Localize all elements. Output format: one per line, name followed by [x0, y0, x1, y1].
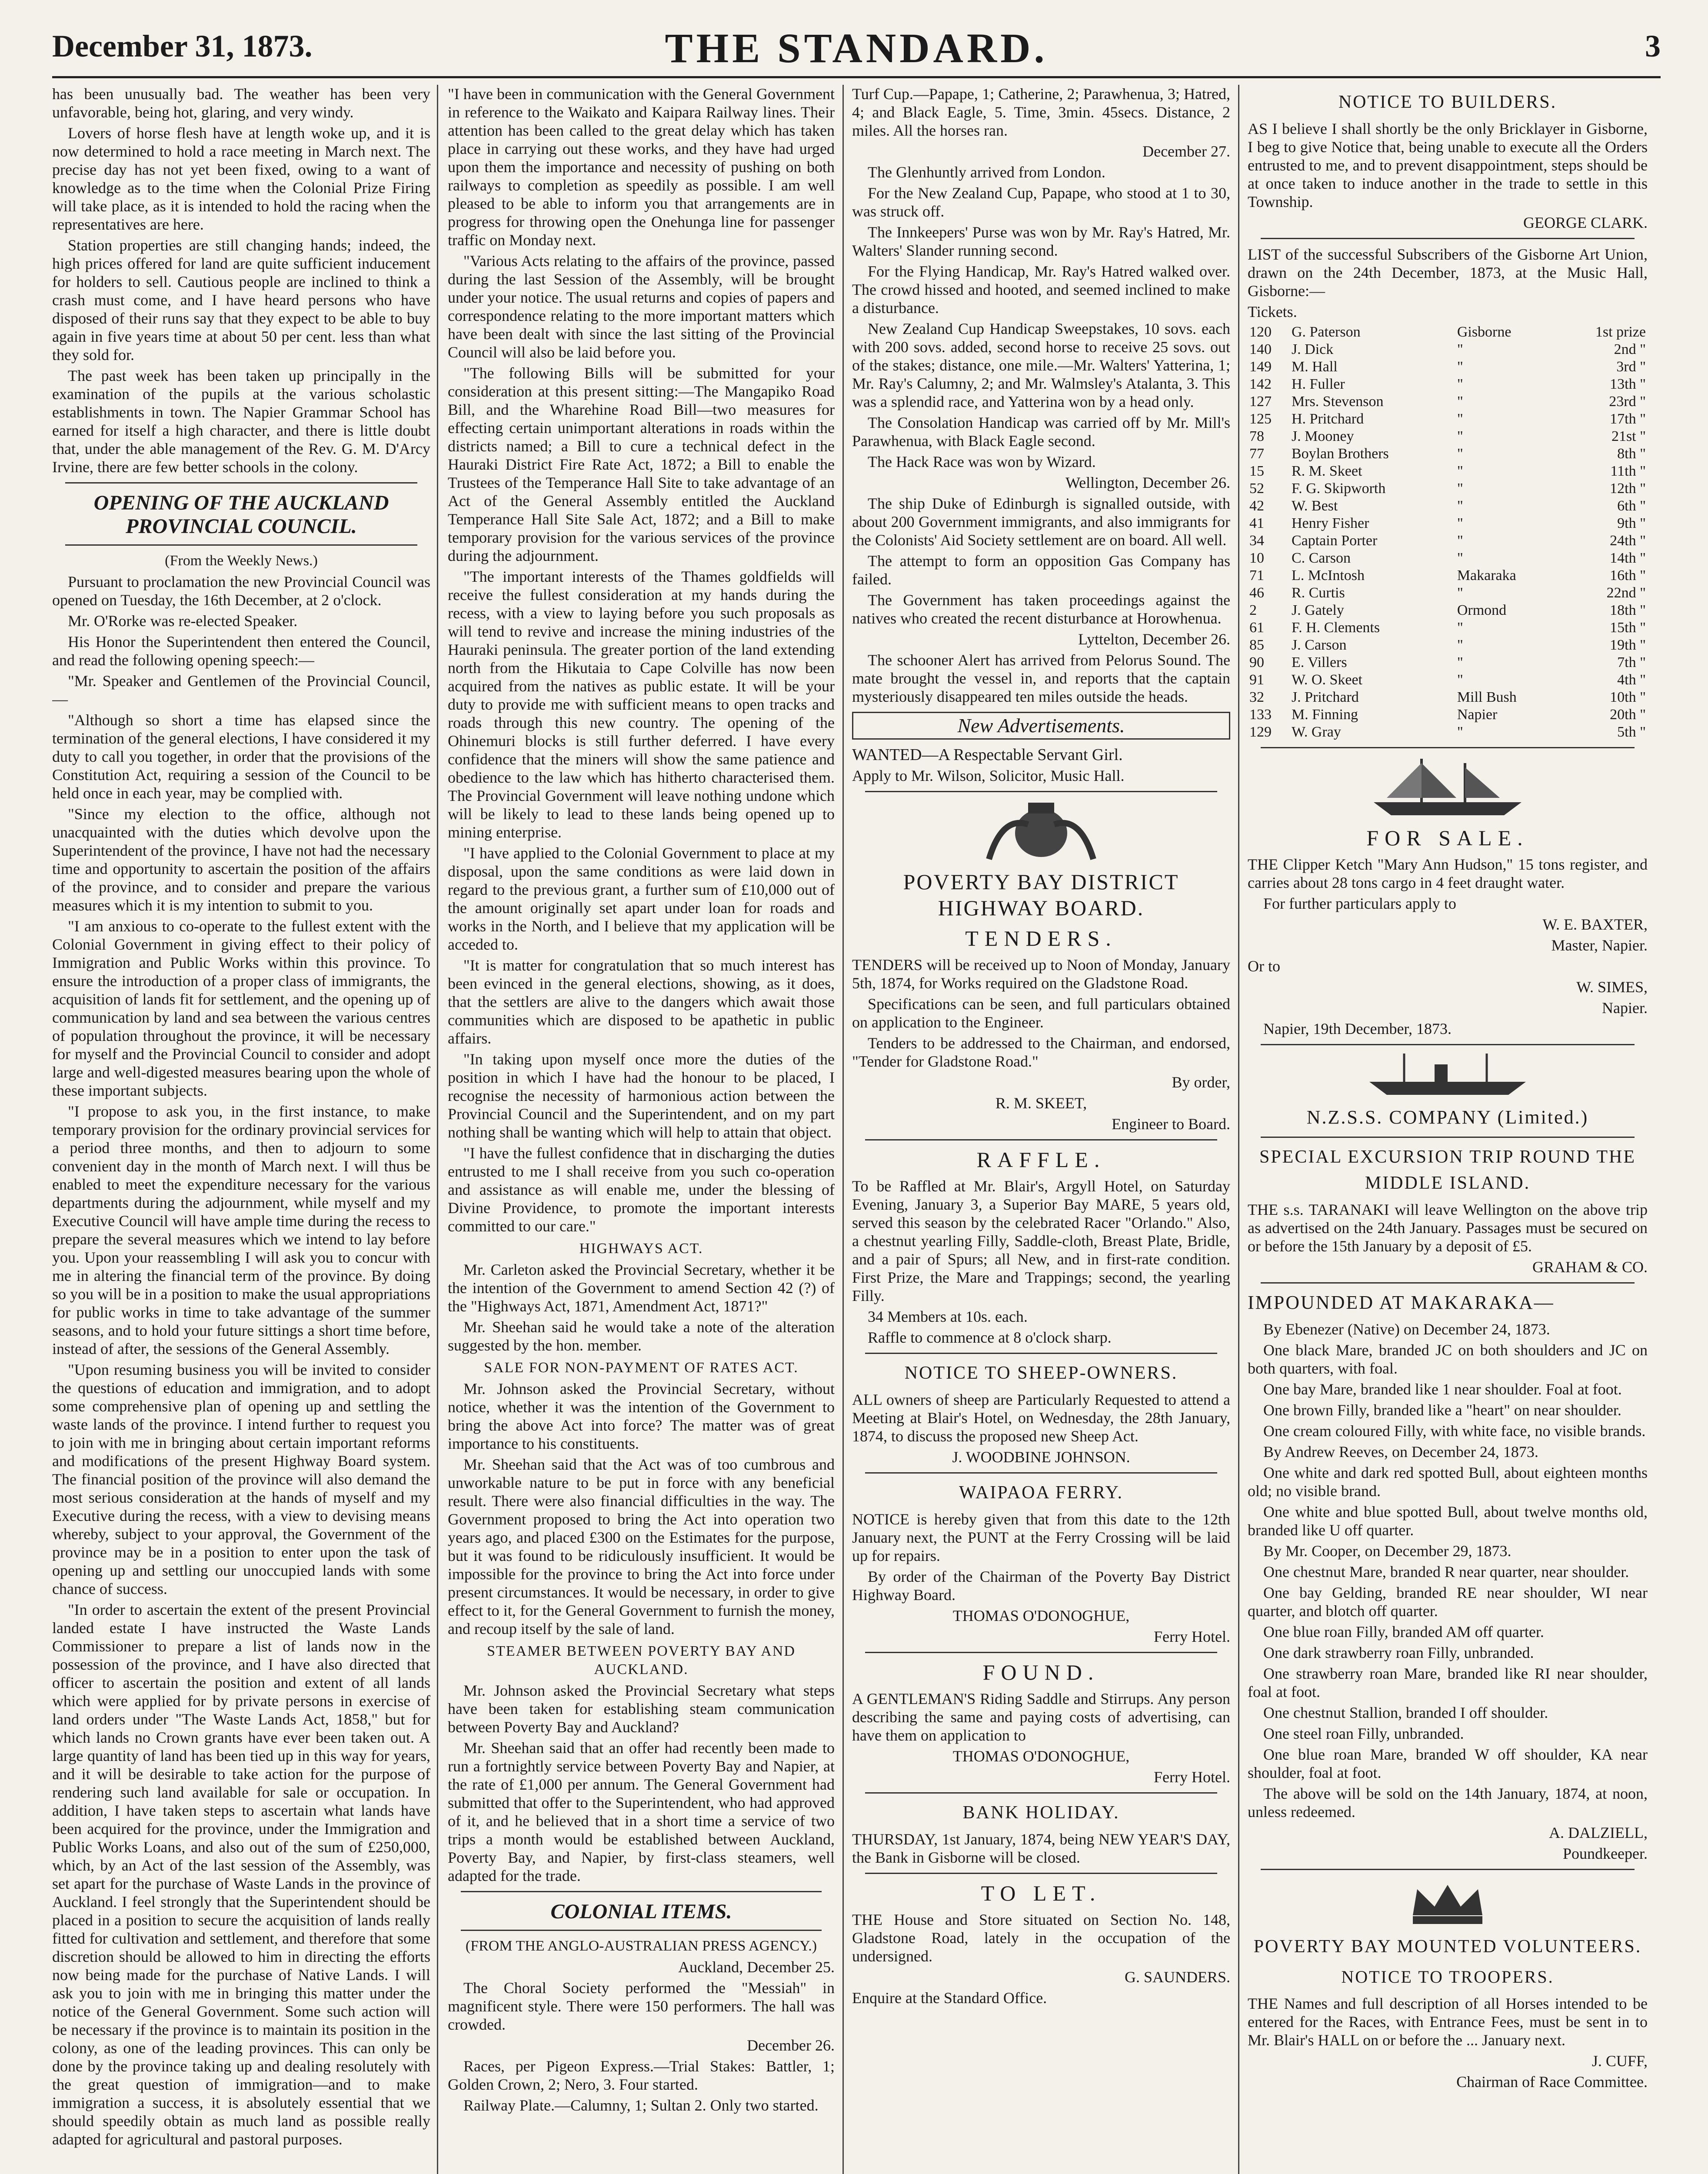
ticket-number: 90 — [1249, 654, 1264, 670]
locality: Makaraka — [1457, 567, 1516, 584]
paragraph: The Choral Society performed the "Messiah" in magnificent style. There were 150 performers. The hall was crowded. — [448, 1979, 835, 2033]
prize: 15th " — [1610, 620, 1646, 636]
signature: J. WOODBINE JOHNSON. — [952, 1448, 1130, 1466]
ad-text: 34 Members at 10s. each. — [868, 1308, 1028, 1325]
paragraph: Races, per Pigeon Express.—Trial Stakes: Battler, 1; Golden Crown, 2; Nero, 3. Four started. — [448, 2057, 835, 2093]
locality: " — [1457, 393, 1463, 410]
locality: " — [1457, 463, 1463, 479]
table-row — [1248, 637, 1648, 654]
table-row — [1248, 376, 1648, 393]
subscriber-name: E. Villers — [1291, 654, 1347, 670]
paragraph: Turf Cup.—Papape, 1; Catherine, 2; Parawhenua, 3; Hatred, 4; and Black Eagle, 5. Time, 3min. 45secs. Distance, 2 miles. All the horses ran. — [852, 85, 1230, 139]
paragraph: One bay Gelding, branded RE near shoulder, WI near quarter, and blotch off quarter. — [1248, 1584, 1648, 1620]
divider — [461, 1891, 822, 1892]
signature: J. CUFF, — [1591, 2052, 1648, 2070]
paragraph: "Mr. Speaker and Gentlemen of the Provincial Council,— — [52, 672, 430, 708]
paragraph: The schooner Alert has arrived from Pelorus Sound. The mate brought the vessel in, and reports that the captain mysteriously disappeared ten miles outside the heads. — [852, 651, 1230, 705]
ad-subtitle: NOTICE TO TROOPERS. — [1341, 1967, 1554, 1987]
column-2 — [448, 85, 835, 2174]
section-body — [448, 1260, 835, 1354]
table-row — [1248, 584, 1648, 602]
ticket-number: 46 — [1249, 585, 1264, 601]
table-row — [1248, 619, 1648, 637]
section-heading: HIGHWAYS ACT. — [579, 1240, 703, 1257]
steamship-icon — [1356, 1051, 1539, 1099]
ad-text: By Mr. Cooper, on December 29, 1873. — [1263, 1542, 1512, 1560]
locality: Mill Bush — [1457, 689, 1517, 705]
locality: " — [1457, 428, 1463, 444]
ticket-number: 120 — [1249, 324, 1272, 340]
subscriber-name: R. M. Skeet — [1291, 463, 1362, 479]
page-number: 3 — [1645, 29, 1661, 63]
paragraph: "It is matter for congratulation that so much interest has been evinced in the general elections, showing, as it does, that the settlers are alive to the dangers which await those communities which are disposed to be apathetic in public affairs. — [448, 957, 835, 1047]
ad-text: THE House and Store situated on Section No. 148, Gladstone Road, lately in the occupation of the undersigned. — [852, 1911, 1230, 1965]
paragraph: "Various Acts relating to the affairs of the province, passed during the last Session of the Assembly, will be brought under your notice. The usual returns and copies of papers and correspondence relating to the more important matters which have been dealt with since the last sitting of the Provincial Council will also be laid before you. — [448, 252, 835, 361]
prize: 12th " — [1610, 480, 1646, 497]
locality: " — [1457, 533, 1463, 549]
table-row — [1248, 393, 1648, 410]
table-row — [1248, 671, 1648, 689]
subscriber-name: Mrs. Stevenson — [1291, 393, 1384, 410]
divider — [865, 1873, 1217, 1874]
ad-text: Apply to Mr. Wilson, Solicitor, Music Hall. — [852, 767, 1125, 784]
signature: Ferry Hotel. — [1154, 1628, 1230, 1645]
locality: " — [1457, 480, 1463, 497]
dateline: Auckland, December 25. — [678, 1958, 835, 1976]
news-items — [852, 494, 1230, 627]
paragraph: One chestnut Stallion, branded I off shoulder. — [1263, 1704, 1548, 1721]
dateline: December 27. — [1142, 143, 1230, 160]
impound-list — [1248, 1464, 1648, 1539]
ticket-number: 71 — [1249, 567, 1264, 584]
ad-text: For further particulars apply to — [1263, 895, 1456, 912]
paragraph: One brown Filly, branded like a "heart" on near shoulder. — [1263, 1401, 1621, 1419]
locality: " — [1457, 411, 1463, 427]
paragraph: Mr. Sheehan said that the Act was of too cumbrous and unworkable nature to be put in force with any beneficial result. There were also financial difficulties in the way. The Government proposed to bring the Act into operation two years ago, and placed £300 on the Estimates for the purpose, but it was found to be ridiculously insufficient. It would be impossible for the province to bring the Act into force under present circumstances. It would be necessary, in order to give effect to it, for the General Government to furnish the money, and recoup itself by the sale of land. — [448, 1456, 835, 1637]
paragraph: The Glenhuntly arrived from London. — [868, 163, 1105, 181]
subscriber-name: M. Hall — [1291, 359, 1338, 375]
dateline: Wellington, December 26. — [1065, 474, 1230, 491]
subscriber-name: G. Paterson — [1291, 324, 1361, 340]
locality: Ormond — [1457, 602, 1507, 618]
article-source: (FROM THE ANGLO-AUSTRALIAN PRESS AGENCY.) — [465, 1938, 817, 1954]
paragraph: One black Mare, branded JC on both shoulders and JC on both quarters, with foal. — [1248, 1341, 1648, 1377]
subscriber-name: Boylan Brothers — [1291, 446, 1389, 462]
paragraph: has been unusually bad. The weather has been very unfavorable, being hot, glaring, and very windy. — [52, 85, 430, 121]
paragraph: For the New Zealand Cup, Papape, who stood at 1 to 30, was struck off. — [852, 184, 1230, 220]
divider — [65, 482, 417, 483]
subscriber-name: F. H. Clements — [1291, 620, 1380, 636]
ad-text: ALL owners of sheep are Particularly Requested to attend a Meeting at Blair's Hotel, on Wednesday, the 28th January, 1874, to discuss the proposed new Sheep Act. — [852, 1391, 1230, 1445]
ticket-number: 52 — [1249, 480, 1264, 497]
ad-title: NOTICE TO BUILDERS. — [1338, 92, 1557, 112]
locality: " — [1457, 376, 1463, 392]
paragraph: "I am anxious to co-operate to the fullest extent with the Colonial Government in giving effect to their policy of Immigration and Public Works within this province. To ensure the introduction of a proper class of immigrants, the acquisition of lands fit for settlement, and the opening up of communication by land and sea between the various centres of population throughout the province, it will be necessary for myself and the Provincial Council to consider and adopt large and well-digested measures bearing upon the whole of these important subjects. — [52, 917, 430, 1099]
paragraph: Mr. Sheehan said that an offer had recently been made to run a fortnightly service between Poverty Bay and Napier, at the rate of £1,000 per annum. The General Government had submitted that offer to the Superintendent, who had approved of it, and he believed that in a short time a service of two trips a month would be established between Auckland, Poverty Bay, and Napier, by first-class steamers, well adapted for the trade. — [448, 1739, 835, 1884]
prize: 23rd " — [1609, 393, 1646, 410]
paragraph: Mr. Sheehan said he would take a note of the alteration suggested by the hon. member. — [448, 1318, 835, 1354]
locality: " — [1457, 637, 1463, 653]
paragraph: One white and dark red spotted Bull, about eighteen months old; no visible brand. — [1248, 1464, 1648, 1500]
ticket-number: 41 — [1249, 515, 1264, 531]
prize: 14th " — [1610, 550, 1646, 566]
signature: Engineer to Board. — [1112, 1115, 1230, 1133]
paragraph: The Hack Race was won by Wizard. — [868, 453, 1096, 470]
paragraph: Specifications can be seen, and full particulars obtained on application to the Engineer. — [852, 995, 1230, 1031]
subscriber-name: J. Dick — [1291, 341, 1334, 357]
ad-title: NOTICE TO SHEEP-OWNERS. — [904, 1363, 1178, 1383]
ad-text: THURSDAY, 1st January, 1874, being NEW YEAR'S DAY, the Bank in Gisborne will be closed. — [852, 1831, 1230, 1866]
section-body — [448, 1681, 835, 1885]
paragraph: New Zealand Cup Handicap Sweepstakes, 10 sovs. each with 200 sovs. added, second horse to receive 25 sovs. out of the stakes; distance, one mile.—Mr. Walters' Yatterina, 1; Mr. Ray's Calumny, 2; and Mr. Walmsley's Atalanta, 3. This was a splendid race, and Yatterina won by a head only. — [852, 320, 1230, 410]
column-rule — [842, 85, 844, 2174]
paragraph: For the Flying Handicap, Mr. Ray's Hatred walked over. The crowd hissed and hooted, and seemed inclined to make a disturbance. — [852, 263, 1230, 317]
ticket-number: 125 — [1249, 411, 1272, 427]
divider — [1261, 1282, 1635, 1284]
prize: 21st " — [1611, 428, 1646, 444]
paragraph: One blue roan Mare, branded W off shoulder, KA near shoulder, foal at foot. — [1248, 1746, 1648, 1781]
ticket-number: 78 — [1249, 428, 1264, 444]
ad-title: N.Z.S.S. COMPANY (Limited.) — [1306, 1107, 1589, 1128]
ad-text: By order of the Chairman of the Poverty Bay District Highway Board. — [852, 1568, 1230, 1604]
ad-text: LIST of the successful Subscribers of the Gisborne Art Union, drawn on the 24th December, 1873, at the Music Hall, Gisborne:— — [1248, 246, 1648, 300]
ad-title: FOUND. — [982, 1660, 1100, 1684]
prize: 24th " — [1610, 533, 1646, 549]
signature: W. SIMES, — [1576, 978, 1648, 996]
ad-text: AS I believe I shall shortly be the only Bricklayer in Gisborne, I beg to give Notice that, being unable to execute all the Orders entrusted to me, and to prevent disappointment, steps should be at once taken to induce another in the trade to settle in this Township. — [1248, 120, 1648, 210]
column-rule — [437, 85, 438, 2174]
ticket-number: 32 — [1249, 689, 1264, 705]
ticket-number: 42 — [1249, 498, 1264, 514]
prize: 3rd " — [1616, 359, 1646, 375]
table-row — [1248, 410, 1648, 428]
ad-text: NOTICE is hereby given that from this date to the 12th January next, the PUNT at the Ferry Crossing will be laid up for repairs. — [852, 1510, 1230, 1564]
paragraph: One cream coloured Filly, with white face, no visible brands. — [1263, 1422, 1646, 1440]
locality: Gisborne — [1457, 324, 1512, 340]
prize: 1st prize — [1595, 324, 1646, 340]
paragraph: The Consolation Handicap was carried off by Mr. Mill's Parawhenua, with Black Eagle second. — [852, 414, 1230, 450]
divider — [865, 1139, 1217, 1140]
subscriber-name: R. Curtis — [1291, 585, 1345, 601]
table-row — [1248, 358, 1648, 376]
ad-text: By Ebenezer (Native) on December 24, 1873. — [1263, 1320, 1550, 1338]
subscriber-name: H. Fuller — [1291, 376, 1345, 392]
ad-title: FOR SALE. — [1366, 826, 1529, 850]
subscriber-name: J. Gately — [1291, 602, 1344, 618]
ticket-number: 2 — [1249, 602, 1257, 618]
column-3 — [852, 85, 1230, 2174]
signature: Chairman of Race Committee. — [1456, 2073, 1648, 2091]
subscriber-name: Captain Porter — [1291, 533, 1378, 549]
divider — [865, 1652, 1217, 1653]
divider — [865, 1353, 1217, 1354]
ad-text: A GENTLEMAN'S Riding Saddle and Stirrups. Any person describing the same and paying costs of advertising, can have them on application to — [852, 1690, 1230, 1744]
divider — [1261, 1044, 1635, 1045]
news-items — [852, 163, 1230, 471]
divider — [1261, 1137, 1635, 1138]
article-heading: COLONIAL ITEMS. — [550, 1900, 732, 1923]
divider — [461, 1930, 822, 1931]
ticket-number: 91 — [1249, 672, 1264, 688]
ad-text: THE Clipper Ketch "Mary Ann Hudson," 15 tons register, and carries about 28 tons cargo in 4 feet draught water. — [1248, 856, 1648, 891]
locality: Napier — [1457, 707, 1498, 723]
subscriber-name: J. Pritchard — [1291, 689, 1359, 705]
signature: Poundkeeper. — [1563, 1845, 1648, 1862]
locality: " — [1457, 341, 1463, 357]
divider — [865, 1792, 1217, 1794]
dateline: December 26. — [747, 2037, 835, 2054]
table-row — [1248, 689, 1648, 706]
table-row — [1248, 532, 1648, 550]
prize: 16th " — [1610, 567, 1646, 584]
paragraph: One bay Mare, branded like 1 near shoulder. Foal at foot. — [1263, 1380, 1622, 1398]
article-source: (From the Weekly News.) — [165, 553, 318, 569]
divider — [865, 791, 1217, 792]
paragraph: "Although so short a time has elapsed since the termination of the general elections, I have considered it my duty to call you together, in order that the provisions of the Constitution Act, requiring a session of the Council to be held once in each year, may be complied with. — [52, 711, 430, 802]
subscriber-name: W. O. Skeet — [1291, 672, 1362, 688]
ticket-number: 140 — [1249, 341, 1272, 357]
table-row — [1248, 463, 1648, 480]
subscriber-name: F. G. Skipworth — [1291, 480, 1386, 497]
table-row — [1248, 567, 1648, 584]
table-row — [1248, 654, 1648, 671]
ad-title: WANTED—A Respectable Servant Girl. — [852, 746, 1123, 764]
section-body — [448, 1380, 835, 1638]
signature: THOMAS O'DONOGHUE, — [952, 1747, 1130, 1765]
paragraph: "The important interests of the Thames goldfields will receive the fullest consideration at my hands during the recess, with a view to laying before you such proposals as will tend to revive and increase the mining industries of the Hauraki peninsula. The greater portion of the land extending north from the Hikutaia to Cape Colville has now been acquired from the natives as public estate. It will be your duty to provide me with sufficient means to open tracks and roads through this new country. The opening of the Ohinemuri blocks is still further deferred. I have every confidence that the miners will show the same patience and obedience to the law which has hitherto characterised them. The Provincial Government will leave nothing undone which will be likely to lead to these lands being opened up to mining enterprise. — [448, 568, 835, 841]
signature: THOMAS O'DONOGHUE, — [952, 1607, 1130, 1624]
prize: 7th " — [1617, 654, 1646, 670]
column-1 — [52, 85, 430, 2174]
ad-subtitle: SPECIAL EXCURSION TRIP ROUND THE MIDDLE ISLAND. — [1259, 1147, 1636, 1193]
impound-list — [1248, 1341, 1648, 1440]
ticket-number: 61 — [1249, 620, 1264, 636]
paragraph: His Honor the Superintendent then entered the Council, and read the following opening speech:— — [52, 633, 430, 669]
subscriber-name: L. McIntosh — [1291, 567, 1365, 584]
ticket-number: 142 — [1249, 376, 1272, 392]
signature: By order, — [1172, 1074, 1230, 1091]
crown-crest-icon — [1400, 1876, 1495, 1928]
section-heading: SALE FOR NON-PAYMENT OF RATES ACT. — [484, 1360, 799, 1376]
prize: 18th " — [1610, 602, 1646, 618]
table-row — [1248, 706, 1648, 724]
prize: 13th " — [1610, 376, 1646, 392]
ticket-number: 127 — [1249, 393, 1272, 410]
prize: 2nd " — [1614, 341, 1646, 357]
ad-text: THE Names and full description of all Horses intended to be entered for the Races, with Entrance Fees, must be sent in to Mr. Blair's HALL on or before the ... January next. — [1248, 1995, 1648, 2049]
ad-title: POVERTY BAY DISTRICT HIGHWAY BOARD. — [903, 870, 1179, 920]
sailing-ship-icon — [1356, 754, 1539, 820]
paragraph: One steel roan Filly, unbranded. — [1263, 1725, 1464, 1742]
paragraph: Lovers of horse flesh have at length woke up, and it is now determined to hold a race meeting in March next. The precise day has not yet been fixed, owing to a want of knowledge as to the time when the Colonial Prize Firing will take place, as it is intended to hold the racing when the representatives are here. — [52, 124, 430, 233]
paragraph: "In taking upon myself once more the duties of the position in which I have had the honour to be placed, I recognise the necessity of harmonious action between the Provincial Council and the Superintendent, and on my part nothing shall be wanting which will help to attain that object. — [448, 1050, 835, 1141]
paragraph: Station properties are still changing hands; indeed, the high prices offered for land are quite sufficient inducement for holders to sell. Cautious people are inclined to think a crash must come, and I have heard persons who have disposed of their runs say that they expect to be able to buy again in five years time at about 50 per cent. less than what they sold for. — [52, 237, 430, 363]
ticket-number: 77 — [1249, 446, 1264, 462]
article-body — [52, 573, 430, 2148]
table-row — [1248, 445, 1648, 463]
ad-title: TO LET. — [981, 1881, 1102, 1905]
ticket-number: 15 — [1249, 463, 1264, 479]
paragraph: Mr. Johnson asked the Provincial Secretary, without notice, whether it was the intention of the Government to bring the above Act into force? The matter was of great importance to his constituents. — [448, 1380, 835, 1452]
table-row — [1248, 480, 1648, 497]
ticket-number: 129 — [1249, 724, 1272, 740]
ad-title: WAIPAOA FERRY. — [959, 1483, 1124, 1503]
paragraph: Mr. Carleton asked the Provincial Secretary, whether it be the intention of the Government to amend Section 42 (?) of the "Highways Act, 1871, Amendment Act, 1871?" — [448, 1261, 835, 1315]
subscriber-name: W. Best — [1291, 498, 1338, 514]
signature: Ferry Hotel. — [1154, 1768, 1230, 1786]
paragraph: One white and blue spotted Bull, about twelve months old, branded like U off quarter. — [1248, 1503, 1648, 1539]
column-4 — [1248, 85, 1648, 2174]
paragraph: One strawberry roan Mare, branded like RI near shoulder, foal at foot. — [1248, 1665, 1648, 1701]
table-row — [1248, 428, 1648, 445]
ad-text: Or to — [1248, 957, 1280, 975]
locality: " — [1457, 359, 1463, 375]
coat-of-arms-icon — [963, 798, 1119, 864]
table-row — [1248, 515, 1648, 532]
subscriber-name: J. Mooney — [1291, 428, 1354, 444]
paragraph: One chestnut Mare, branded R near quarter, near shoulder. — [1263, 1563, 1629, 1580]
ad-text: Raffle to commence at 8 o'clock sharp. — [868, 1329, 1112, 1346]
ticket-number: 34 — [1249, 533, 1264, 549]
locality: " — [1457, 724, 1463, 740]
prize: 4th " — [1617, 672, 1646, 688]
table-row — [1248, 341, 1648, 358]
prize: 9th " — [1617, 515, 1646, 531]
prize: 11th " — [1610, 463, 1646, 479]
subscriber-name: M. Finning — [1291, 707, 1358, 723]
section-banner: New Advertisements. — [852, 712, 1230, 740]
paragraph: "I have the fullest confidence that in discharging the duties entrusted to me I shall receive from you such co-operation and assistance as will enable me, under the blessing of Divine Providence, to promote the important interests committed to our care." — [448, 1144, 835, 1235]
subscriber-name: J. Carson — [1291, 637, 1347, 653]
paragraph: "I have been in communication with the General Government in reference to the Waikato and Kaipara Railway lines. Their attention has been called to the great delay which has taken place in carrying out these works, and they have had urged upon them the importance and necessity of pushing on both railways to completion as speedily as possible. I am well pleased to be able to inform you that arrangements are in progress for throwing open the Onehunga line for passenger traffic on Monday next. — [448, 85, 835, 249]
masthead — [52, 24, 1661, 78]
table-row — [1248, 550, 1648, 567]
ad-text: By Andrew Reeves, on December 24, 1873. — [1263, 1443, 1538, 1460]
subscriber-name: W. Gray — [1291, 724, 1341, 740]
signature: A. DALZIELL, — [1549, 1824, 1648, 1841]
locality: " — [1457, 654, 1463, 670]
paragraph: One blue roan Filly, branded AM off quarter. — [1263, 1623, 1544, 1641]
article-body — [448, 85, 835, 1235]
divider — [1261, 238, 1635, 239]
prize: 8th " — [1617, 446, 1646, 462]
ad-title: BANK HOLIDAY. — [962, 1803, 1120, 1823]
paragraph: Railway Plate.—Calumny, 1; Sultan 2. Only two started. — [463, 2097, 819, 2114]
locality: " — [1457, 498, 1463, 514]
locality: " — [1457, 672, 1463, 688]
locality: " — [1457, 585, 1463, 601]
impound-list — [1248, 1563, 1648, 1782]
dateline: Lyttelton, December 26. — [1078, 630, 1230, 648]
prize: 6th " — [1617, 498, 1646, 514]
paragraph: Mr. O'Rorke was re-elected Speaker. — [68, 612, 298, 630]
table-row — [1248, 724, 1648, 741]
divider — [1261, 1869, 1635, 1870]
paragraph: "In order to ascertain the extent of the present Provincial landed estate I have instructed the Waste Lands Commissioner to prepare a list of lands now in the possession of the province, and I have also directed that officer to ascertain the position and extent of all lands which were applied for by private persons in exercise of land orders under "The Waste Lands Act, 1858," but for which lands no Crown grants have ever been taken out. A large quantity of land has been tied up in this way for years, and it will be desirable to take action for the purpose of rendering such land available for sale or occupation. In addition, I have taken steps to ascertain what lands have been acquired for the province, under the Immigration and Public Works Loans, and also out of the sum of £250,000, which, by an Act of the last session of the Assembly, was set apart for the purchase of Waste Lands in the province of Auckland. I feel strongly that the Superintendent should be placed in a position to secure the acquisition of lands really fitted for cultivation and settlement, and therefore that some discretion should be allowed to him in directing the efforts now being made for the purchase of Native Lands. I will ask you to join with me in bringing this matter under the notice of the General Government. Some such action will be necessary if the province is to maintain its position in the colony, as one of the leading provinces. This can only be done by the province taking up and dealing resolutely with the great question of immigration—and to make immigration a success, it is absolutely essential that we should speedily obtain as much land as possible really adapted for agricultural and pastoral purposes. — [52, 1601, 430, 2148]
paragraph: The attempt to form an opposition Gas Company has failed. — [852, 552, 1230, 588]
ticket-number: 149 — [1249, 359, 1272, 375]
newspaper-title: THE STANDARD. — [665, 25, 1048, 71]
issue-date: December 31, 1873. — [52, 29, 313, 63]
ticket-number: 85 — [1249, 637, 1264, 653]
ticket-number: 10 — [1249, 550, 1264, 566]
signature: Master, Napier. — [1551, 937, 1648, 954]
ad-text: The above will be sold on the 14th January, 1874, at noon, unless redeemed. — [1248, 1785, 1648, 1821]
prize: 5th " — [1617, 724, 1646, 740]
divider — [865, 1472, 1217, 1474]
ad-text: To be Raffled at Mr. Blair's, Argyll Hotel, on Saturday Evening, January 3, a Superior Bay MARE, 5 years old, served this season by the celebrated Racer "Orlando." Also, a chestnut yearling Filly, Saddle-cloth, Breast Plate, Bridle, and a pair of Spurs; all New, and in first-rate condition. First Prize, the Mare and Trappings; second, the yearling Filly. — [852, 1177, 1230, 1304]
signature: Napier. — [1602, 999, 1648, 1017]
ad-title: POVERTY BAY MOUNTED VOLUNTEERS. — [1253, 1937, 1642, 1957]
ticket-number: 133 — [1249, 707, 1272, 723]
art-union-prize-table — [1248, 323, 1648, 741]
locality: " — [1457, 446, 1463, 462]
table-caption: Tickets. — [1248, 303, 1297, 320]
paragraph: The Government has taken proceedings against the natives who created the recent disturbance at Horowhenua. — [852, 591, 1230, 627]
divider — [1261, 747, 1635, 748]
paragraph: TENDERS will be received up to Noon of Monday, January 5th, 1874, for Works required on the Gladstone Road. — [852, 956, 1230, 992]
paragraph: "Since my election to the office, although not unacquainted with the duties which devolve upon the Superintendent of the province, I have not had the necessary time and opportunity to ascertain the position of the affairs of the province, and to consider and prepare the various measures which it is my intention to submit to you. — [52, 805, 430, 914]
subscriber-name: C. Carson — [1291, 550, 1351, 566]
table-row — [1248, 497, 1648, 515]
ad-subtitle: TENDERS. — [965, 926, 1117, 950]
paragraph: One dark strawberry roan Filly, unbranded. — [1263, 1644, 1534, 1661]
subscriber-name: Henry Fisher — [1291, 515, 1369, 531]
prize: 20th " — [1610, 707, 1646, 723]
ad-body — [852, 956, 1230, 1070]
prize: 22nd " — [1606, 585, 1646, 601]
paragraph: "The following Bills will be submitted for your consideration at this present sitting:—The Mangapiko Road Bill, and the Wharehine Road Bill—two measures for effecting certain unimportant alterations in roads within the districts named; a Bill to cure a technical defect in the Hauraki District Fire Rate Act, 1872; a Bill to enable the Trustees of the Temperance Hall Site to take advantage of an Act of the General Assembly entitled the Auckland Temperance Hall Site Sale Act, 1872; and a Bill to make temporary provision for the various services of the province during the adjournment. — [448, 364, 835, 564]
ad-title: RAFFLE. — [976, 1147, 1106, 1172]
ad-title: IMPOUNDED AT MAKARAKA— — [1248, 1292, 1555, 1313]
divider — [65, 544, 417, 546]
paragraph: "I have applied to the Colonial Government to place at my disposal, upon the same conditions as were laid down in regard to the previous grant, a further sum of £10,000 out of the amount originally set apart under loan for roads and works in the North, and I believe that my application will be acceded to. — [448, 844, 835, 953]
prize: 17th " — [1610, 411, 1646, 427]
column-rule — [1238, 85, 1239, 2174]
article-heading: OPENING OF THE AUCKLAND PROVINCIAL COUNCIL. — [93, 491, 389, 538]
paragraph: The past week has been taken up principally in the examination of the pupils at the various scholastic establishments in town. The Napier Grammar School has earned for itself a high character, and there is little doubt that, under the able management of the Rev. G. M. D'Arcy Irvine, there are few better schools in the colony. — [52, 367, 430, 476]
signature: GEORGE CLARK. — [1523, 214, 1648, 231]
paragraph: The Innkeepers' Purse was won by Mr. Ray's Hatred, Mr. Walters' Slander running second. — [852, 223, 1230, 259]
table-row — [1248, 323, 1648, 341]
paragraph: Pursuant to proclamation the new Provincial Council was opened on Tuesday, the 16th December, at 2 o'clock. — [52, 573, 430, 609]
paragraph: Tenders to be addressed to the Chairman, and endorsed, "Tender for Gladstone Road." — [852, 1034, 1230, 1070]
section-heading: STEAMER BETWEEN POVERTY BAY AND AUCKLAND. — [487, 1643, 796, 1677]
table-row — [1248, 602, 1648, 619]
prize: 19th " — [1610, 637, 1646, 653]
ad-text: Napier, 19th December, 1873. — [1263, 1020, 1452, 1037]
paragraph: Mr. Johnson asked the Provincial Secretary what steps have been taken for establishing steam communication between Poverty Bay and Auckland? — [448, 1682, 835, 1736]
ad-text: THE s.s. TARANAKI will leave Wellington on the above trip as advertised on the 24th January. Passages must be secured on or before the 15th January by a deposit of £5. — [1248, 1201, 1648, 1255]
subscriber-name: H. Pritchard — [1291, 411, 1364, 427]
prize: 10th " — [1610, 689, 1646, 705]
paragraph: The ship Duke of Edinburgh is signalled outside, with about 200 Government immigrants, and also immigrants for the Colonists' Aid Society settlement are on board. All well. — [852, 495, 1230, 549]
ad-text: Enquire at the Standard Office. — [852, 1989, 1047, 2007]
locality: " — [1457, 550, 1463, 566]
signature: R. M. SKEET, — [995, 1094, 1087, 1112]
locality: " — [1457, 515, 1463, 531]
paragraph: "Upon resuming business you will be invited to consider the questions of education and immigration, and to adopt some comprehensive plan of opening up and settling the waste lands of the province. I intend further to request you to join with me in bringing about certain important reforms and modifications of the present Highway Board system. The financial position of the province will also demand the most serious consideration at the hands of myself and my Executive during the recess, with a view to devising means whereby, subject to your approval, the Government of the province may be in a position to enter upon the task of opening up and settling our unoccupied lands with some chance of success. — [52, 1361, 430, 1597]
signature: G. SAUNDERS. — [1124, 1968, 1230, 1986]
signature: W. E. BAXTER, — [1542, 916, 1648, 933]
signature: GRAHAM & CO. — [1532, 1258, 1648, 1276]
paragraph: "I propose to ask you, in the first instance, to make temporary provision for the ordinary provincial services for a period three months, and then to adjourn to some convenient day in the month of March next. I will thus be enabled to meet the expenditure necessary for the various departments during the adjournment, while myself and my Executive Council will have ample time during the recess to prepare the several measures which we intend to lay before you. Upon your reassembling I will ask you to concur with me in altering the financial term of the province. By doing so you will be in a position to make the usual appropriations for public works in time to take advantage of the summer seasons, and to hold your future sittings a short time before, instead of after, the sessions of the General Assembly. — [52, 1103, 430, 1357]
locality: " — [1457, 620, 1463, 636]
